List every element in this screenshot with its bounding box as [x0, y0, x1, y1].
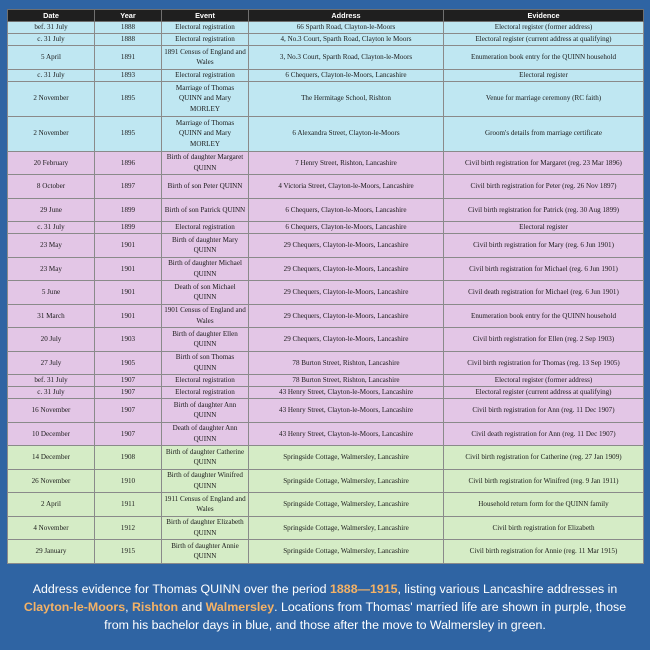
- cell-date: c. 31 July: [8, 34, 95, 46]
- caption-highlight: Walmersley: [205, 600, 275, 614]
- cell-evidence: Civil birth registration for Margaret (reg. 23 Mar 1896): [444, 151, 644, 175]
- cell-year: 1901: [95, 234, 162, 258]
- table-row: [8, 151, 644, 175]
- figure-caption: [12, 580, 638, 634]
- cell-address: 29 Chequers, Clayton-le-Moors, Lancashire: [249, 234, 444, 258]
- cell-evidence: Electoral register (former address): [444, 375, 644, 387]
- table-row: [8, 222, 644, 234]
- table-row: [8, 375, 644, 387]
- table-row: [8, 399, 644, 423]
- cell-date: 20 July: [8, 328, 95, 352]
- cell-year: 1905: [95, 351, 162, 375]
- address-table-container: [7, 9, 643, 564]
- cell-event: 1911 Census of England and Wales: [162, 493, 249, 517]
- cell-address: 43 Henry Street, Clayton-le-Moors, Lancashire: [249, 387, 444, 399]
- cell-evidence: Enumeration book entry for the QUINN household: [444, 304, 644, 328]
- cell-address: 78 Burton Street, Rishton, Lancashire: [249, 375, 444, 387]
- caption-text: and: [178, 600, 206, 614]
- cell-date: 8 October: [8, 175, 95, 199]
- cell-address: 6 Chequers, Clayton-le-Moors, Lancashire: [249, 69, 444, 81]
- cell-date: 16 November: [8, 399, 95, 423]
- cell-year: 1903: [95, 328, 162, 352]
- cell-event: Birth of daughter Elizabeth QUINN: [162, 516, 249, 540]
- caption-highlight: 1888—1915: [330, 582, 398, 596]
- cell-event: Electoral registration: [162, 69, 249, 81]
- cell-date: c. 31 July: [8, 222, 95, 234]
- cell-year: 1910: [95, 469, 162, 493]
- cell-evidence: Civil birth registration for Ann (reg. 11 Dec 1907): [444, 399, 644, 423]
- cell-address: 66 Sparth Road, Clayton-le-Moors: [249, 22, 444, 34]
- cell-event: Death of son Michael QUINN: [162, 281, 249, 305]
- cell-address: 29 Chequers, Clayton-le-Moors, Lancashire: [249, 304, 444, 328]
- cell-event: Birth of son Patrick QUINN: [162, 198, 249, 222]
- cell-address: Springside Cottage, Walmersley, Lancashire: [249, 446, 444, 470]
- table-row: [8, 422, 644, 446]
- cell-evidence: Civil birth registration for Winifred (reg. 9 Jan 1911): [444, 469, 644, 493]
- cell-year: 1907: [95, 375, 162, 387]
- cell-date: 26 November: [8, 469, 95, 493]
- cell-event: 1891 Census of England and Wales: [162, 46, 249, 70]
- cell-year: 1888: [95, 34, 162, 46]
- cell-address: Springside Cottage, Walmersley, Lancashire: [249, 469, 444, 493]
- table-row: [8, 328, 644, 352]
- cell-date: 2 April: [8, 493, 95, 517]
- cell-address: The Hermitage School, Rishton: [249, 81, 444, 116]
- cell-address: 6 Chequers, Clayton-le-Moors, Lancashire: [249, 198, 444, 222]
- caption-text: Address evidence for Thomas QUINN over the period: [32, 582, 331, 596]
- cell-date: 5 June: [8, 281, 95, 305]
- header-address: Address: [249, 10, 444, 22]
- cell-evidence: Civil death registration for Ann (reg. 11 Dec 1907): [444, 422, 644, 446]
- cell-event: 1901 Census of England and Wales: [162, 304, 249, 328]
- cell-address: 78 Burton Street, Rishton, Lancashire: [249, 351, 444, 375]
- table-row: [8, 69, 644, 81]
- caption-highlight: Clayton-le-Moors: [23, 600, 126, 614]
- cell-address: Springside Cottage, Walmersley, Lancashire: [249, 516, 444, 540]
- cell-evidence: Electoral register (current address at qualifying): [444, 387, 644, 399]
- cell-date: bef. 31 July: [8, 375, 95, 387]
- table-row: [8, 81, 644, 116]
- cell-address: 4 Victoria Street, Clayton-le-Moors, Lancashire: [249, 175, 444, 199]
- cell-date: 2 November: [8, 116, 95, 151]
- cell-event: Birth of daughter Michael QUINN: [162, 257, 249, 281]
- cell-evidence: Civil birth registration for Thomas (reg. 13 Sep 1905): [444, 351, 644, 375]
- cell-date: 14 December: [8, 446, 95, 470]
- table-row: [8, 387, 644, 399]
- table-row: [8, 22, 644, 34]
- cell-address: 29 Chequers, Clayton-le-Moors, Lancashire: [249, 328, 444, 352]
- cell-year: 1897: [95, 175, 162, 199]
- cell-year: 1901: [95, 281, 162, 305]
- cell-evidence: Venue for marriage ceremony (RC faith): [444, 81, 644, 116]
- cell-event: Birth of daughter Margaret QUINN: [162, 151, 249, 175]
- cell-year: 1907: [95, 387, 162, 399]
- caption-highlight: Rishton: [131, 600, 179, 614]
- cell-event: Birth of daughter Catherine QUINN: [162, 446, 249, 470]
- table-row: [8, 257, 644, 281]
- table-row: [8, 304, 644, 328]
- table-row: [8, 351, 644, 375]
- table-row: [8, 516, 644, 540]
- table-row: [8, 175, 644, 199]
- cell-evidence: Civil birth registration for Catherine (reg. 27 Jan 1909): [444, 446, 644, 470]
- cell-date: 2 November: [8, 81, 95, 116]
- cell-year: 1899: [95, 198, 162, 222]
- cell-evidence: Civil birth registration for Patrick (reg. 30 Aug 1899): [444, 198, 644, 222]
- table-body: [8, 22, 644, 564]
- table-row: [8, 446, 644, 470]
- cell-event: Birth of daughter Annie QUINN: [162, 540, 249, 564]
- cell-date: 4 November: [8, 516, 95, 540]
- cell-event: Birth of daughter Ann QUINN: [162, 399, 249, 423]
- cell-year: 1901: [95, 304, 162, 328]
- cell-year: 1895: [95, 81, 162, 116]
- cell-date: c. 31 July: [8, 69, 95, 81]
- caption-text: , listing various Lancashire addresses in: [397, 582, 618, 596]
- header-year: Year: [95, 10, 162, 22]
- cell-year: 1908: [95, 446, 162, 470]
- cell-evidence: Civil birth registration for Peter (reg. 26 Nov 1897): [444, 175, 644, 199]
- cell-year: 1893: [95, 69, 162, 81]
- table-row: [8, 493, 644, 517]
- cell-year: 1888: [95, 22, 162, 34]
- cell-address: 7 Henry Street, Rishton, Lancashire: [249, 151, 444, 175]
- header-date: Date: [8, 10, 95, 22]
- cell-year: 1896: [95, 151, 162, 175]
- table-header-row: [8, 10, 644, 22]
- header-event: Event: [162, 10, 249, 22]
- cell-address: 4, No.3 Court, Sparth Road, Clayton le Moors: [249, 34, 444, 46]
- address-evidence-table: [7, 9, 644, 564]
- cell-address: Springside Cottage, Walmersley, Lancashire: [249, 493, 444, 517]
- cell-evidence: Civil birth registration for Mary (reg. 6 Jun 1901): [444, 234, 644, 258]
- table-row: [8, 46, 644, 70]
- cell-year: 1915: [95, 540, 162, 564]
- table-row: [8, 198, 644, 222]
- cell-event: Birth of daughter Ellen QUINN: [162, 328, 249, 352]
- cell-event: Birth of son Peter QUINN: [162, 175, 249, 199]
- table-row: [8, 34, 644, 46]
- cell-year: 1907: [95, 422, 162, 446]
- table-row: [8, 281, 644, 305]
- cell-evidence: Enumeration book entry for the QUINN household: [444, 46, 644, 70]
- caption-text: ,: [125, 600, 132, 614]
- cell-event: Electoral registration: [162, 387, 249, 399]
- cell-event: Death of daughter Ann QUINN: [162, 422, 249, 446]
- cell-evidence: Civil birth registration for Ellen (reg. 2 Sep 1903): [444, 328, 644, 352]
- cell-date: 29 January: [8, 540, 95, 564]
- cell-event: Marriage of Thomas QUINN and Mary MORLEY: [162, 81, 249, 116]
- cell-date: 10 December: [8, 422, 95, 446]
- cell-evidence: Electoral register (former address): [444, 22, 644, 34]
- cell-date: c. 31 July: [8, 387, 95, 399]
- cell-event: Birth of daughter Winifred QUINN: [162, 469, 249, 493]
- cell-year: 1895: [95, 116, 162, 151]
- cell-evidence: Groom's details from marriage certificate: [444, 116, 644, 151]
- cell-evidence: Household return form for the QUINN family: [444, 493, 644, 517]
- table-row: [8, 540, 644, 564]
- header-evidence: Evidence: [444, 10, 644, 22]
- cell-date: 5 April: [8, 46, 95, 70]
- cell-year: 1912: [95, 516, 162, 540]
- cell-date: 23 May: [8, 234, 95, 258]
- cell-event: Electoral registration: [162, 375, 249, 387]
- cell-date: 20 February: [8, 151, 95, 175]
- cell-address: 43 Henry Street, Clayton-le-Moors, Lancashire: [249, 399, 444, 423]
- cell-evidence: Electoral register (current address at qualifying): [444, 34, 644, 46]
- cell-evidence: Civil birth registration for Michael (reg. 6 Jun 1901): [444, 257, 644, 281]
- table-row: [8, 116, 644, 151]
- cell-address: 6 Alexandra Street, Clayton-le-Moors: [249, 116, 444, 151]
- cell-year: 1901: [95, 257, 162, 281]
- cell-event: Birth of daughter Mary QUINN: [162, 234, 249, 258]
- cell-date: 23 May: [8, 257, 95, 281]
- cell-year: 1911: [95, 493, 162, 517]
- cell-evidence: Electoral register: [444, 69, 644, 81]
- cell-evidence: Civil birth registration for Elizabeth: [444, 516, 644, 540]
- cell-year: 1891: [95, 46, 162, 70]
- cell-date: 29 June: [8, 198, 95, 222]
- cell-evidence: Electoral register: [444, 222, 644, 234]
- cell-address: 6 Chequers, Clayton-le-Moors, Lancashire: [249, 222, 444, 234]
- cell-evidence: Civil death registration for Michael (reg. 6 Jun 1901): [444, 281, 644, 305]
- cell-year: 1899: [95, 222, 162, 234]
- cell-date: 27 July: [8, 351, 95, 375]
- cell-date: 31 March: [8, 304, 95, 328]
- cell-address: 43 Henry Street, Clayton-le-Moors, Lancashire: [249, 422, 444, 446]
- cell-event: Marriage of Thomas QUINN and Mary MORLEY: [162, 116, 249, 151]
- cell-event: Electoral registration: [162, 34, 249, 46]
- cell-year: 1907: [95, 399, 162, 423]
- cell-address: 29 Chequers, Clayton-le-Moors, Lancashire: [249, 257, 444, 281]
- caption-text: . Locations from Thomas' married life are shown in purple, those from his bachelor days in blue, and those after the move to Walmersley in green.: [104, 600, 627, 632]
- cell-event: Electoral registration: [162, 222, 249, 234]
- cell-event: Birth of son Thomas QUINN: [162, 351, 249, 375]
- cell-evidence: Civil birth registration for Annie (reg. 11 Mar 1915): [444, 540, 644, 564]
- cell-address: 3, No.3 Court, Sparth Road, Clayton-le-Moors: [249, 46, 444, 70]
- table-row: [8, 469, 644, 493]
- cell-address: 29 Chequers, Clayton-le-Moors, Lancashire: [249, 281, 444, 305]
- cell-event: Electoral registration: [162, 22, 249, 34]
- table-row: [8, 234, 644, 258]
- cell-address: Springside Cottage, Walmersley, Lancashire: [249, 540, 444, 564]
- cell-date: bef. 31 July: [8, 22, 95, 34]
